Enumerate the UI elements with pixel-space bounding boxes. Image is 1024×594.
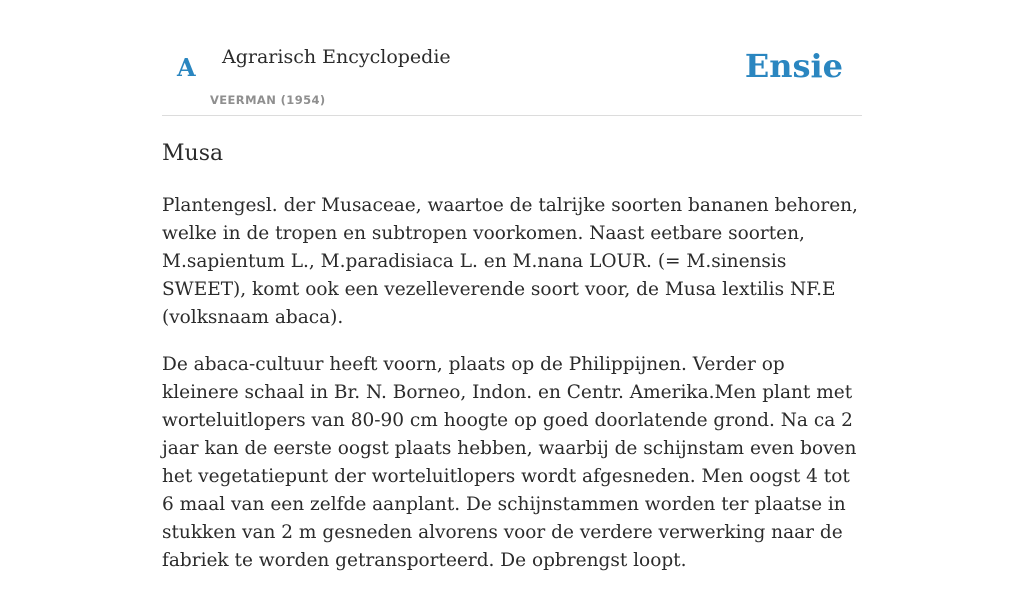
source-title-link[interactable]: Agrarisch Encyclopedie <box>222 46 451 68</box>
source-header <box>162 0 862 116</box>
source-author-year: VEERMAN (1954) <box>210 93 326 107</box>
entry-title: Musa <box>162 141 224 166</box>
page-container <box>162 0 862 571</box>
index-letter-link[interactable]: A <box>177 53 196 82</box>
entry-paragraph: De abaca-cultuur heeft voorn, plaats op de Philippijnen. Verder op kleinere schaal in Br. N. Borneo, Indon. en Centr. Amerika.Men plant met worteluitlopers van 80-90 cm hoogte op goed doorlatende grond. Na ca 2 jaar kan de eerste oogst plaats hebben, waarbij de schijnstam even boven het vegetatiepunt der worteluitlopers wordt afgesneden. Men oogst 4 tot 6 maal van een zelfde aanplant. De schijnstammen worden ter plaatse in stukken van 2 m gesneden alvorens voor de verdere verwerking naar de fabriek te worden getransporteerd. De opbrengst loopt. <box>162 354 857 571</box>
ensie-logo-link[interactable]: Ensie <box>744 47 843 85</box>
entry-body <box>162 192 862 594</box>
entry-paragraph: Plantengesl. der Musaceae, waartoe de talrijke soorten bananen behoren, welke in de tropen en subtropen voorkomen. Naast eetbare soorten, M.sapientum L., M.paradisiaca L. en M.nana LOUR. (= M.sinensis SWEET), komt ook een vezelleverende soort voor, de Musa lextilis NF.E (volksnaam abaca). <box>162 195 858 328</box>
